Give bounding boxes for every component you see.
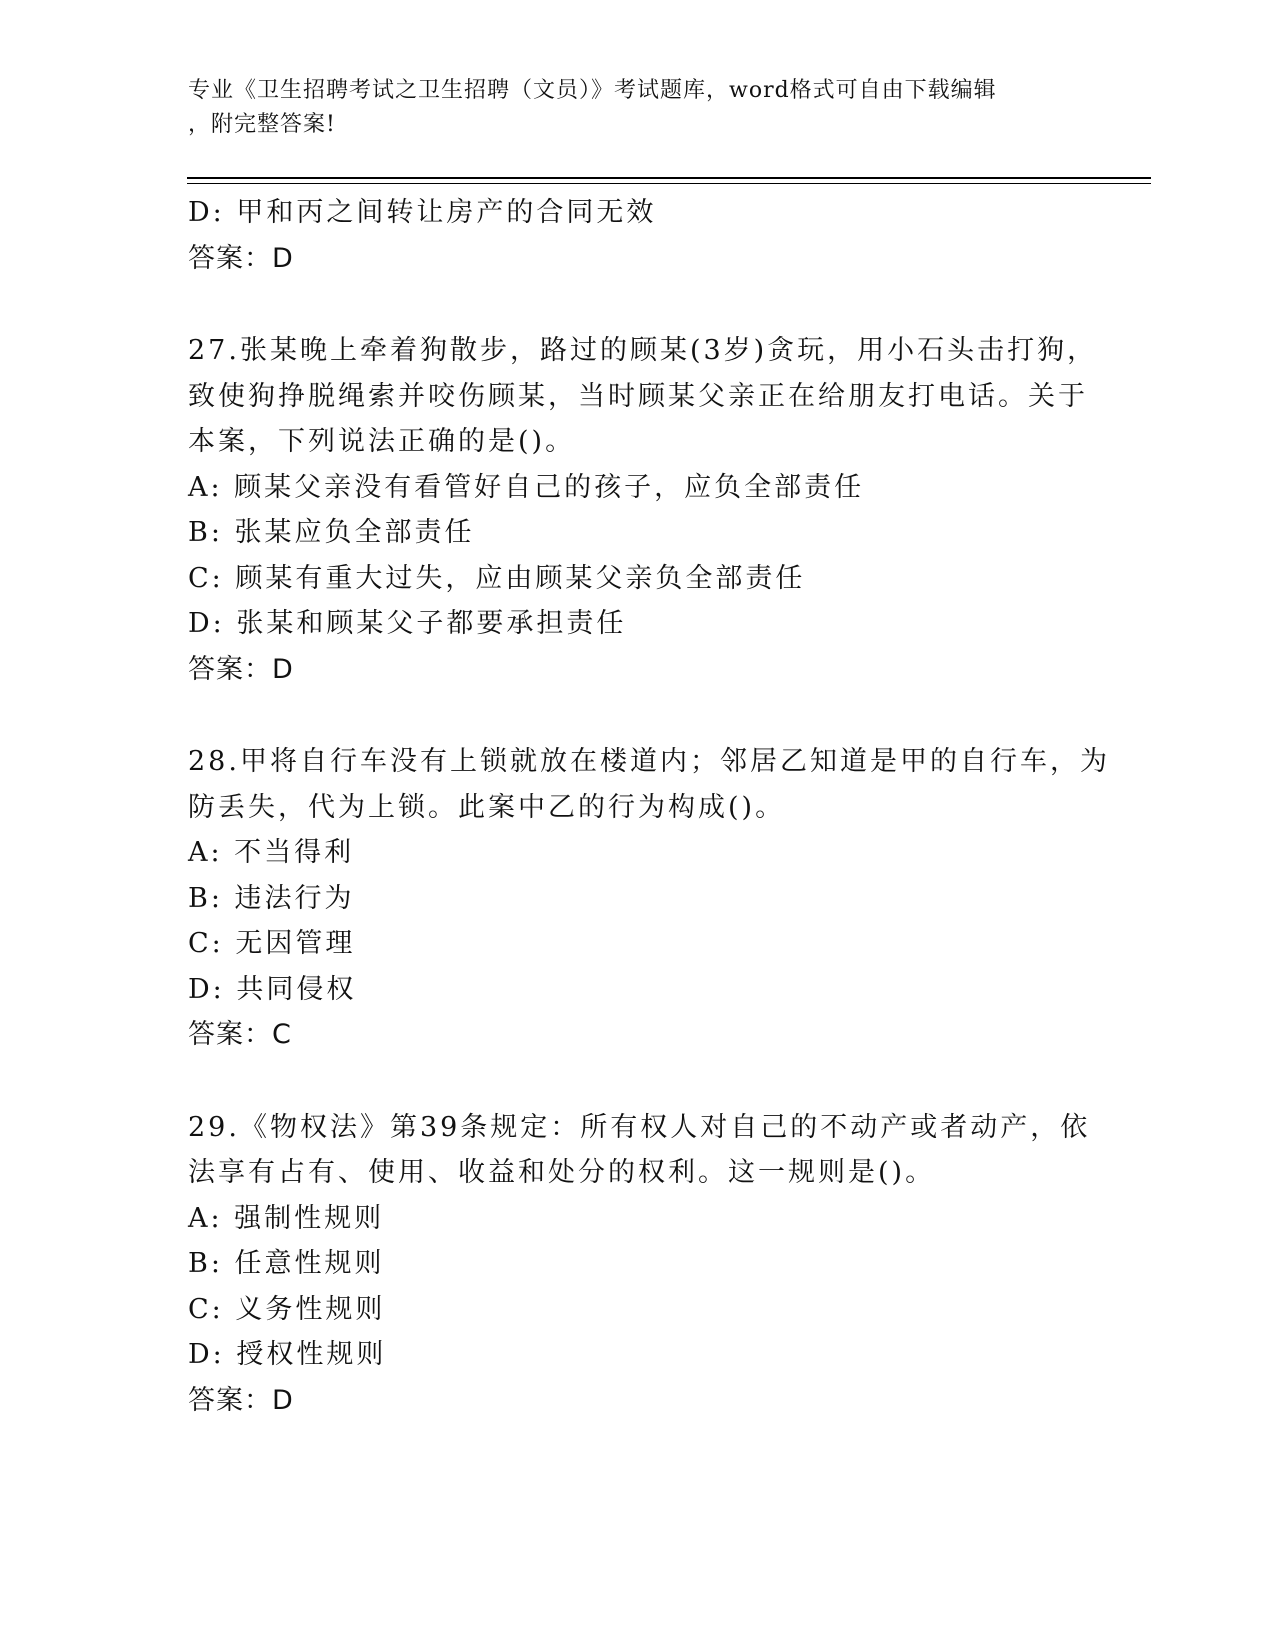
question-29 xyxy=(188,1105,1091,1424)
header-divider-top xyxy=(187,177,1151,179)
question-stem xyxy=(188,1105,1091,1196)
option-a: A: 顾某父亲没有看管好自己的孩子，应负全部责任 xyxy=(188,471,865,503)
option-d: D: 张某和顾某父子都要承担责任 xyxy=(188,608,627,639)
answer-line: 答案：D xyxy=(188,653,294,685)
option-c: C: 顾某有重大过失，应由顾某父亲负全部责任 xyxy=(188,562,806,594)
option-b: B: 张某应负全部责任 xyxy=(188,517,475,548)
stem-line: 法享有占有、使用、收益和处分的权利。这一规则是()。 xyxy=(188,1157,936,1188)
stem-line: 防丢失，代为上锁。此案中乙的行为构成()。 xyxy=(188,791,786,823)
stem-line: 27.张某晚上牵着狗散步，路过的顾某(3岁)贪玩，用小石头击打狗， xyxy=(188,335,1098,366)
stem-line: 致使狗挣脱绳索并咬伤顾某，当时顾某父亲正在给朋友打电话。关于 xyxy=(188,380,1088,412)
header-divider-bottom xyxy=(187,183,1151,184)
option-d: D: 授权性规则 xyxy=(188,1339,387,1370)
answer-line: 答案：D xyxy=(188,242,294,274)
document-header xyxy=(188,74,1068,142)
question-27 xyxy=(188,328,1098,692)
header-line-1: 专业《卫生招聘考试之卫生招聘（文员）》考试题库，word格式可自由下载编辑 xyxy=(188,78,997,103)
question-28 xyxy=(188,739,1110,1058)
header-line-2: ，附完整答案! xyxy=(188,112,336,137)
option-d: D: 共同侵权 xyxy=(188,973,357,1005)
option-c: C: 义务性规则 xyxy=(188,1293,386,1325)
option-b: B: 违法行为 xyxy=(188,882,355,914)
option-c: C: 无因管理 xyxy=(188,928,356,959)
question-stem xyxy=(188,739,1110,830)
option-d: D: 甲和丙之间转让房产的合同无效 xyxy=(188,197,657,228)
stem-line: 29.《物权法》第39条规定：所有权人对自己的不动产或者动产，依 xyxy=(188,1111,1091,1143)
option-b: B: 任意性规则 xyxy=(188,1248,385,1279)
question-stem xyxy=(188,328,1098,465)
document-body xyxy=(188,190,1110,1423)
stem-line: 28.甲将自行车没有上锁就放在楼道内；邻居乙知道是甲的自行车，为 xyxy=(188,746,1110,777)
answer-line: 答案：D xyxy=(188,1384,294,1416)
stem-line: 本案，下列说法正确的是()。 xyxy=(188,426,576,457)
answer-line: 答案：C xyxy=(188,1019,292,1050)
question-26-tail xyxy=(188,190,1088,281)
option-a: A: 不当得利 xyxy=(188,837,355,868)
option-a: A: 强制性规则 xyxy=(188,1202,385,1234)
